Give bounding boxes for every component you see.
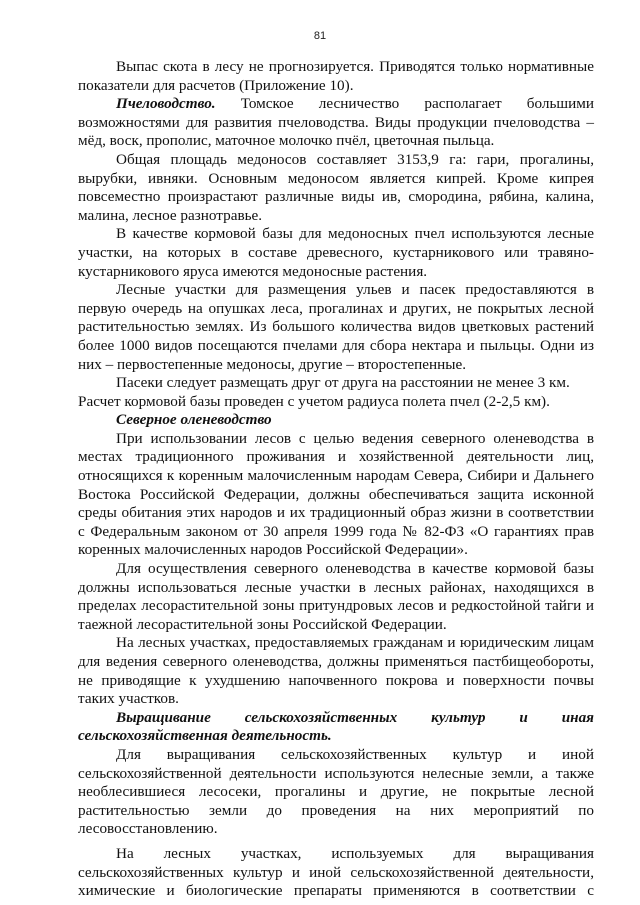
page-number: 81 [313,30,327,42]
paragraph-reindeer-zones: Для осуществления северного оленеводства в качестве кормовой базы должны использоваться лесные участки в лесных районах, находящихся в пределах лесорастительной зоны притундровых лесов и редкостойной тайги и таежной лесорастительной зоны Российской Федерации. [78,560,594,633]
heading-reindeer: Северное оленеводство [116,411,272,429]
paragraph-reindeer-indigenous: При использовании лесов с целью ведения северного оленеводства в местах традиционного проживания и хозяйственной деятельности лиц, относящихся к коренным малочисленным народам Севера, Сибири и Дальнего Востока Российской Федерации, должны обеспечиваться защита исконной среды обитания этих народов и их традиционный образ жизни в соответствии с Федеральным законом от 30 апреля 1999 года № 82-ФЗ «О гарантиях прав коренных малочисленных народов Российской Федерации». [78,429,594,559]
paragraph-beekeeping-text: Томское лесничество располагает большими возможностями для развития пчеловодства. Виды продукции пчеловодства – мёд, воск, прополис, маточное молочко пчёл, цветочная пыльца. [78,95,594,150]
page-body [78,58,594,901]
paragraph-reindeer-pastures: На лесных участках, предоставляемых гражданам и юридическим лицам для ведения северного оленеводства, должны применяться пастбищеобороты, не приводящие к ухудшению напочвенного покрова и поверхности почвы таких участков. [78,634,594,708]
paragraph-grazing: Выпас скота в лесу не прогнозируется. Приводятся только нормативные показатели для расчетов (Приложение 10). [78,58,594,94]
paragraph-beekeeping [78,95,594,151]
paragraph-forage-base: В качестве кормовой базы для медоносных пчел используются лесные участки, на которых в составе древесного, кустарникового или травяно-кустарникового яруса имеются медоносные растения. [78,225,594,280]
heading-beekeeping: Пчеловодство. [116,95,216,113]
paragraph-forage-calculation: Расчет кормовой базы проведен с учетом радиуса полета пчел (2-2,5 км). [78,392,550,410]
heading-reindeer-line [78,411,594,430]
paragraph-apiary-placement: Лесные участки для размещения ульев и пасек предоставляются в первую очередь на опушках леса, прогалинах и других, не покрытых лесной растительностью землях. Из большого количества видов цветковых растений более 1000 видов посещаются пчелами для сбора нектара и пыльцы. Одни из них – первостепенные медоносы, другие – второстепенные. [78,281,594,373]
paragraph-honey-plants-area: Общая площадь медоносов составляет 3153,9 га: гари, прогалины, вырубки, ивняки. Основным медоносом является кипрей. Кроме кипрея повсеместно произрастают различные виды ив, смородина, рябина, калина, малина, лесное разнотравье. [78,150,594,224]
heading-agriculture: Выращивание сельскохозяйственных культур и иная сельскохозяйственная деятельность. [78,708,594,745]
paragraph-agriculture-chemicals: На лесных участках, используемых для выращивания сельскохозяйственных культур и иной сельскохозяйственной деятельности, химические и биологические препараты применяются в соответствии с [78,844,594,900]
paragraph-apiary-distance: Пасеки следует размещать друг от друга на расстоянии не менее 3 км. [116,374,570,392]
paragraph-agriculture-lands: Для выращивания сельскохозяйственных культур и иной сельскохозяйственной деятельности используются нелесные земли, а также необлесившиеся лесосеки, прогалины и другие, не покрытые лесной растительностью земли до проведения на них мероприятий по лесовосстановлению. [78,745,594,838]
heading-agriculture-line [78,709,594,746]
